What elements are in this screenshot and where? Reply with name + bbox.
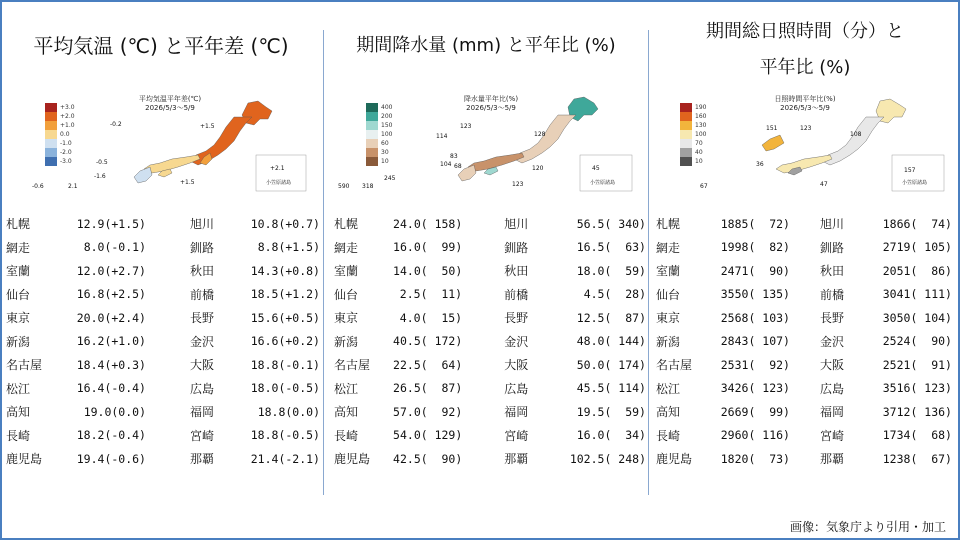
- city-value: 2521( 91): [882, 357, 952, 372]
- city-value: 1998( 82): [720, 240, 790, 255]
- city-value: 50.0( 174): [576, 357, 646, 372]
- city-name: 秋田: [504, 264, 529, 279]
- map-value-label: -1.6: [94, 173, 106, 180]
- temperature-panel: [0, 0, 322, 540]
- table-row: [650, 306, 960, 330]
- city-name: 長野: [820, 311, 845, 326]
- map-value-label: 123: [800, 125, 812, 132]
- city-value: 1866( 74): [882, 216, 952, 231]
- table-row: [0, 447, 322, 471]
- legend-swatch: [680, 103, 692, 112]
- table-row: [0, 353, 322, 377]
- legend-label: 60: [381, 140, 389, 147]
- city-value: 18.0( 59): [576, 263, 646, 278]
- legend-label: 100: [695, 131, 707, 138]
- legend-swatch: [680, 148, 692, 157]
- city-name: 東京: [334, 311, 359, 326]
- legend-label: 130: [695, 122, 707, 129]
- map-value-label: 36: [756, 161, 764, 168]
- legend-swatch: [680, 130, 692, 139]
- map-title-line: 日照時間平年比(%): [774, 95, 836, 103]
- precipitation-table: [326, 212, 646, 471]
- city-name: 松江: [6, 381, 31, 396]
- city-value: 3426( 123): [720, 381, 790, 396]
- city-name: 新潟: [656, 334, 681, 349]
- city-name: 旭川: [504, 217, 529, 232]
- city-value: 1820( 73): [720, 451, 790, 466]
- map-value-label: -0.2: [110, 121, 122, 128]
- city-name: 広島: [820, 381, 845, 396]
- city-name: 鹿児島: [656, 452, 693, 467]
- city-name: 大阪: [504, 358, 529, 373]
- city-value: 54.0( 129): [393, 428, 463, 443]
- map-value-label: -0.5: [96, 159, 108, 166]
- sunshine-table: [650, 212, 960, 471]
- panel-title: 平均気温 (℃) と平年差 (℃): [33, 34, 289, 58]
- legend-swatch: [366, 121, 378, 130]
- city-value: 20.0(+2.4): [76, 310, 146, 325]
- table-row: [326, 236, 646, 260]
- table-row: [650, 236, 960, 260]
- city-value: 3050( 104): [882, 310, 952, 325]
- map-title: [750, 95, 860, 113]
- city-name: 室蘭: [334, 264, 359, 279]
- city-value: 12.0(+2.7): [76, 263, 146, 278]
- city-value: 14.0( 50): [393, 263, 463, 278]
- legend-label: -3.0: [60, 158, 72, 165]
- table-row: [0, 306, 322, 330]
- legend-swatch: [366, 157, 378, 166]
- city-value: 3550( 135): [720, 287, 790, 302]
- table-row: [0, 212, 322, 236]
- city-name: 松江: [334, 381, 359, 396]
- legend-label: 200: [381, 113, 393, 120]
- city-value: 18.8(0.0): [257, 404, 320, 419]
- map-value-label: 157: [904, 167, 916, 174]
- city-name: 長崎: [6, 428, 31, 443]
- temperature-map: [30, 95, 312, 195]
- city-name: 福岡: [820, 405, 845, 420]
- legend-label: 0.0: [60, 131, 70, 138]
- map-value-label: -0.6: [32, 183, 44, 190]
- city-name: 福岡: [504, 405, 529, 420]
- table-row: [326, 377, 646, 401]
- city-value: 42.5( 90): [393, 451, 463, 466]
- table-row: [0, 283, 322, 307]
- city-name: 釧路: [504, 240, 529, 255]
- city-name: 高知: [6, 405, 31, 420]
- legend-label: 190: [695, 104, 707, 111]
- map-value-label: 108: [850, 131, 862, 138]
- precipitation-map: [336, 95, 636, 195]
- city-value: 1238( 67): [882, 451, 952, 466]
- city-value: 3712( 136): [882, 404, 952, 419]
- map-title: [436, 95, 546, 113]
- city-name: 高知: [334, 405, 359, 420]
- city-value: 16.0( 34): [576, 428, 646, 443]
- city-name: 新潟: [6, 334, 31, 349]
- city-value: 2568( 103): [720, 310, 790, 325]
- map-value-label: 83: [450, 153, 458, 160]
- sunshine-panel: [650, 0, 960, 540]
- city-name: 網走: [6, 240, 31, 255]
- map-value-label: 151: [766, 125, 778, 132]
- city-value: 2960( 116): [720, 428, 790, 443]
- city-name: 東京: [656, 311, 681, 326]
- map-value-label: 小笠原諸島: [902, 180, 928, 186]
- city-value: 18.0(-0.5): [250, 381, 320, 396]
- city-name: 宮崎: [820, 428, 845, 443]
- map-value-label: 2.1: [68, 183, 78, 190]
- table-row: [0, 377, 322, 401]
- map-value-label: 104: [440, 161, 452, 168]
- table-row: [650, 447, 960, 471]
- map-value-label: 123: [460, 123, 472, 130]
- legend-label: 10: [695, 158, 703, 165]
- map-date-range: 2026/5/3〜5/9: [145, 104, 195, 112]
- legend-label: 150: [381, 122, 393, 129]
- city-value: 18.4(+0.3): [76, 357, 146, 372]
- city-name: 室蘭: [6, 264, 31, 279]
- table-row: [650, 424, 960, 448]
- city-value: 14.3(+0.8): [250, 263, 320, 278]
- city-value: 2719( 105): [882, 240, 952, 255]
- map-legend: [45, 103, 75, 166]
- city-value: 2531( 92): [720, 357, 790, 372]
- city-value: 2524( 90): [882, 334, 952, 349]
- legend-label: 30: [381, 149, 389, 156]
- map-value-label: 245: [384, 175, 396, 182]
- city-value: 16.2(+1.0): [76, 334, 146, 349]
- map-value-label: +1.5: [180, 179, 195, 186]
- map-value-label: +2.1: [270, 165, 285, 172]
- map-title: [115, 95, 225, 113]
- city-name: 宮崎: [190, 428, 215, 443]
- table-row: [650, 330, 960, 354]
- legend-swatch: [45, 103, 57, 112]
- city-value: 24.0( 158): [393, 216, 463, 231]
- map-date-range: 2026/5/3〜5/9: [780, 104, 830, 112]
- city-value: 12.5( 87): [576, 310, 647, 325]
- city-name: 名古屋: [6, 358, 43, 373]
- sunshine-map: [670, 95, 950, 195]
- city-name: 秋田: [820, 264, 845, 279]
- city-value: 1885( 72): [720, 216, 790, 231]
- city-value: 16.8(+2.5): [76, 287, 146, 302]
- city-value: 19.0(0.0): [83, 404, 146, 419]
- city-name: 那覇: [190, 452, 215, 467]
- table-row: [326, 424, 646, 448]
- city-name: 鹿児島: [334, 452, 371, 467]
- city-value: 18.8(-0.5): [250, 428, 320, 443]
- city-name: 宮崎: [504, 428, 529, 443]
- city-value: 2669( 99): [720, 404, 790, 419]
- city-value: 10.8(+0.7): [250, 216, 320, 231]
- city-value: 2471( 90): [720, 263, 790, 278]
- city-name: 長野: [504, 311, 529, 326]
- city-name: 旭川: [190, 217, 215, 232]
- city-value: 12.9(+1.5): [76, 216, 146, 231]
- city-value: 19.4(-0.6): [76, 451, 146, 466]
- map-value-label: 590: [338, 183, 350, 190]
- city-name: 札幌: [6, 217, 31, 232]
- table-row: [0, 259, 322, 283]
- city-value: 57.0( 92): [393, 404, 463, 419]
- legend-label: +2.0: [60, 113, 75, 120]
- map-value-label: 128: [534, 131, 546, 138]
- table-row: [326, 306, 646, 330]
- legend-swatch: [366, 103, 378, 112]
- table-row: [326, 212, 646, 236]
- map-value-label: 小笠原諸島: [590, 180, 616, 186]
- panel-title-line2: 平年比 (%): [759, 57, 851, 78]
- city-value: 4.5( 28): [583, 287, 647, 302]
- city-value: 2.5( 11): [399, 287, 463, 302]
- legend-label: +1.0: [60, 122, 75, 129]
- legend-swatch: [366, 139, 378, 148]
- city-value: 16.0( 99): [393, 240, 463, 255]
- city-value: 56.5( 340): [576, 216, 646, 231]
- legend-swatch: [45, 130, 57, 139]
- legend-label: -1.0: [60, 140, 72, 147]
- city-value: 40.5( 172): [393, 334, 463, 349]
- map-date-range: 2026/5/3〜5/9: [466, 104, 516, 112]
- city-name: 仙台: [656, 287, 681, 302]
- city-name: 仙台: [6, 287, 31, 302]
- table-row: [650, 283, 960, 307]
- legend-swatch: [366, 130, 378, 139]
- city-value: 26.5( 87): [393, 381, 463, 396]
- city-value: 8.8(+1.5): [257, 240, 320, 255]
- legend-swatch: [45, 148, 57, 157]
- city-value: 19.5( 59): [576, 404, 646, 419]
- city-value: 18.5(+1.2): [250, 287, 320, 302]
- city-name: 前橋: [820, 287, 845, 302]
- image-credit: 画像：気象庁より引用・加工: [789, 520, 946, 534]
- map-title-line: 平均気温平年差(℃): [138, 95, 202, 103]
- map-value-label: 67: [700, 183, 708, 190]
- map-value-label: 小笠原諸島: [266, 180, 292, 186]
- city-value: 16.6(+0.2): [250, 334, 320, 349]
- legend-swatch: [680, 157, 692, 166]
- legend-swatch: [366, 148, 378, 157]
- city-name: 広島: [504, 381, 529, 396]
- city-name: 名古屋: [656, 358, 693, 373]
- city-name: 長野: [190, 311, 215, 326]
- city-name: 東京: [6, 311, 31, 326]
- city-name: 那覇: [504, 452, 529, 467]
- city-name: 福岡: [190, 405, 215, 420]
- map-title-line: 降水量平年比(%): [463, 95, 519, 103]
- legend-swatch: [45, 157, 57, 166]
- city-value: 18.8(-0.1): [250, 357, 320, 372]
- table-row: [326, 447, 646, 471]
- city-name: 新潟: [334, 334, 359, 349]
- city-value: 8.0(-0.1): [83, 240, 146, 255]
- city-name: 金沢: [190, 334, 215, 349]
- map-value-label: +1.5: [200, 123, 215, 130]
- map-value-label: 114: [436, 133, 448, 140]
- city-value: 18.2(-0.4): [76, 428, 146, 443]
- table-row: [326, 353, 646, 377]
- city-name: 室蘭: [656, 264, 681, 279]
- legend-swatch: [45, 121, 57, 130]
- legend-label: 10: [381, 158, 389, 165]
- city-name: 釧路: [820, 240, 845, 255]
- map-legend: [680, 103, 707, 166]
- map-value-label: 123: [512, 181, 524, 188]
- legend-label: +3.0: [60, 104, 75, 111]
- precipitation-panel: [326, 0, 646, 540]
- city-name: 仙台: [334, 287, 359, 302]
- city-name: 前橋: [190, 287, 215, 302]
- city-value: 2843( 107): [720, 334, 790, 349]
- city-name: 大阪: [820, 358, 845, 373]
- map-legend: [366, 103, 393, 166]
- table-row: [650, 259, 960, 283]
- map-value-label: 47: [820, 181, 828, 188]
- city-name: 金沢: [820, 334, 845, 349]
- city-name: 秋田: [190, 264, 215, 279]
- city-name: 長崎: [334, 428, 359, 443]
- city-value: 45.5( 114): [576, 381, 646, 396]
- table-row: [0, 330, 322, 354]
- city-name: 札幌: [656, 217, 681, 232]
- map-value-label: 45: [592, 165, 600, 172]
- panel-title: 期間降水量 (mm) と平年比 (%): [356, 35, 616, 56]
- city-name: 大阪: [190, 358, 215, 373]
- legend-swatch: [680, 139, 692, 148]
- table-row: [650, 377, 960, 401]
- column-divider: [323, 30, 324, 495]
- city-value: 4.0( 15): [399, 310, 463, 325]
- city-value: 15.6(+0.5): [250, 310, 320, 325]
- city-name: 高知: [656, 405, 681, 420]
- city-name: 鹿児島: [6, 452, 43, 467]
- city-value: 22.5( 64): [393, 357, 463, 372]
- city-name: 前橋: [504, 287, 529, 302]
- legend-swatch: [680, 112, 692, 121]
- legend-swatch: [680, 121, 692, 130]
- city-name: 網走: [656, 240, 681, 255]
- city-value: 16.4(-0.4): [76, 381, 146, 396]
- legend-label: 160: [695, 113, 707, 120]
- map-value-label: 120: [532, 165, 544, 172]
- city-name: 松江: [656, 381, 681, 396]
- table-row: [326, 330, 646, 354]
- legend-label: -2.0: [60, 149, 72, 156]
- table-row: [326, 259, 646, 283]
- table-row: [650, 212, 960, 236]
- table-row: [0, 236, 322, 260]
- legend-swatch: [45, 112, 57, 121]
- legend-label: 100: [381, 131, 393, 138]
- table-row: [0, 400, 322, 424]
- legend-label: 400: [381, 104, 393, 111]
- city-value: 21.4(-2.1): [250, 451, 320, 466]
- city-value: 3041( 111): [882, 287, 952, 302]
- city-value: 2051( 86): [882, 263, 952, 278]
- city-value: 102.5( 248): [569, 451, 646, 466]
- table-row: [650, 353, 960, 377]
- city-name: 釧路: [190, 240, 215, 255]
- city-name: 旭川: [820, 217, 845, 232]
- table-row: [0, 424, 322, 448]
- legend-swatch: [366, 112, 378, 121]
- map-value-label: 318: [362, 183, 374, 190]
- legend-label: 70: [695, 140, 703, 147]
- city-name: 網走: [334, 240, 359, 255]
- city-name: 札幌: [334, 217, 359, 232]
- map-value-label: 68: [454, 163, 462, 170]
- legend-swatch: [45, 139, 57, 148]
- legend-label: 40: [695, 149, 703, 156]
- table-row: [326, 400, 646, 424]
- city-name: 長崎: [656, 428, 681, 443]
- city-value: 3516( 123): [882, 381, 952, 396]
- city-value: 16.5( 63): [576, 240, 646, 255]
- temperature-table: [0, 212, 322, 471]
- column-divider: [648, 30, 649, 495]
- city-name: 金沢: [504, 334, 529, 349]
- panel-title: 期間総日照時間（分）と: [706, 21, 904, 42]
- city-value: 48.0( 144): [576, 334, 646, 349]
- table-row: [326, 283, 646, 307]
- city-value: 1734( 68): [882, 428, 952, 443]
- table-row: [650, 400, 960, 424]
- city-name: 広島: [190, 381, 215, 396]
- city-name: 那覇: [820, 452, 845, 467]
- city-name: 名古屋: [334, 358, 371, 373]
